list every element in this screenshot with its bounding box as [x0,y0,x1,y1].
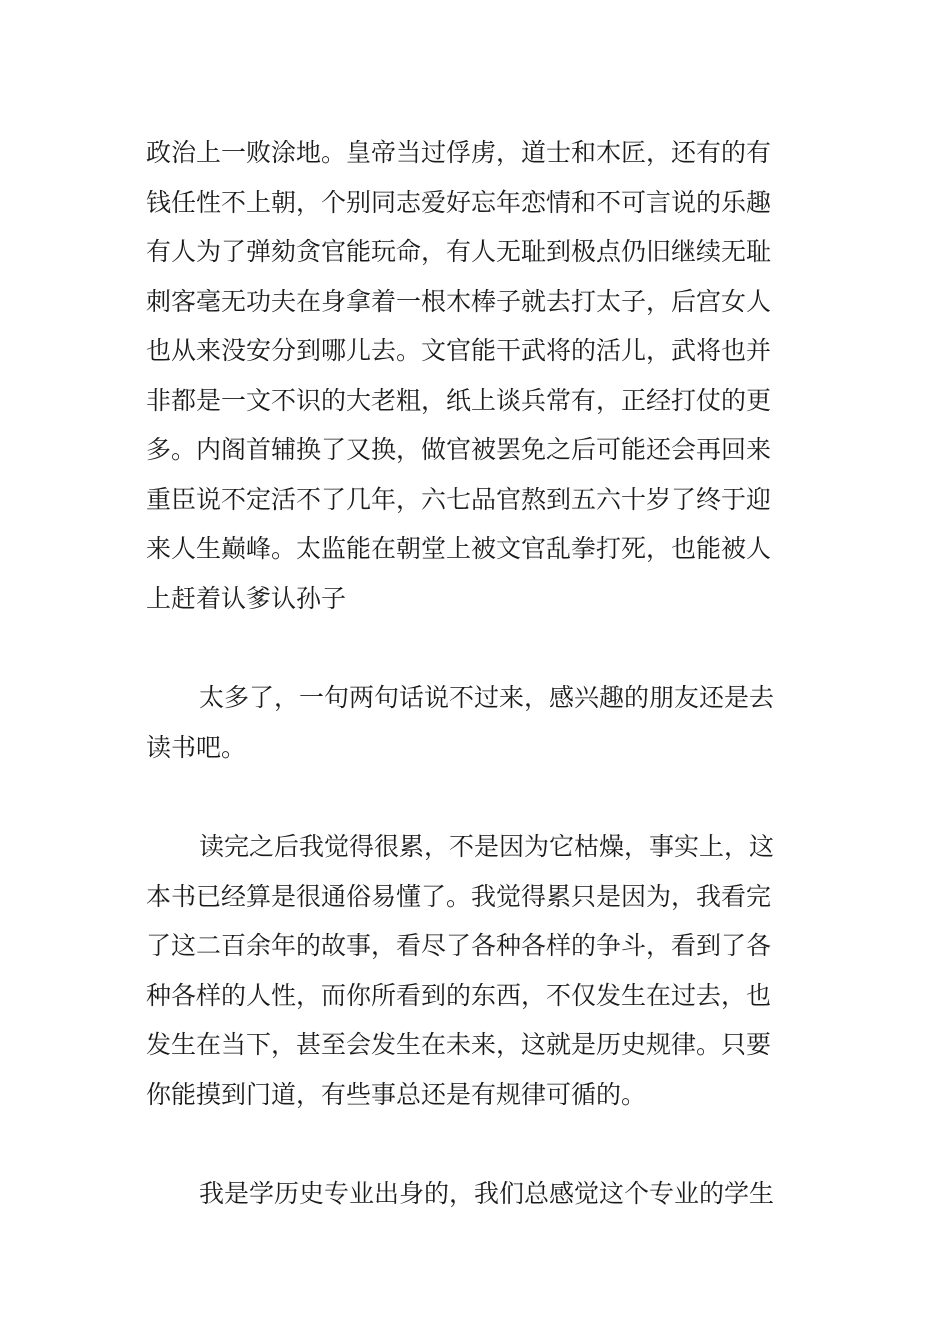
paragraph-line: 多。内阁首辅换了又换，做官被罢免之后可能还会再回来 [146,435,772,464]
paragraph-line: 太多了，一句两句话说不过来，感兴趣的朋友还是去 [199,683,775,712]
paragraph-4 [146,1169,808,1219]
paragraph-2 [146,673,808,772]
paragraph-line: 钱任性不上朝，个别同志爱好忘年恋情和不可言说的乐趣 [146,187,772,217]
paragraph-line: 重臣说不定活不了几年，六七品官熬到五六十岁了终于迎 [146,484,772,514]
paragraph-line: 本书已经算是很通俗易懂了。我觉得累只是因为，我看完 [146,881,772,911]
paragraph-line: 读完之后我觉得很累，不是因为它枯燥，事实上，这 [199,832,775,861]
paragraph-line: 种各样的人性，而你所看到的东西，不仅发生在过去，也 [146,980,772,1010]
paragraph-line: 政治上一败涂地。皇帝当过俘虏，道士和木匠，还有的有 [146,138,772,167]
paragraph-3 [146,822,808,1119]
paragraph-line: 上赶着认爹认孙子 [146,583,347,613]
paragraph-line: 刺客毫无功夫在身拿着一根木棒子就去打太子，后宫女人 [146,286,772,316]
paragraph-line: 读书吧。 [146,732,247,762]
paragraph-line: 你能摸到门道，有些事总还是有规律可循的。 [146,1079,647,1109]
paragraph-line: 来人生巅峰。太监能在朝堂上被文官乱拳打死，也能被人 [146,534,772,563]
paragraph-line: 发生在当下，甚至会发生在未来，这就是历史规律。只要 [146,1030,772,1059]
paragraph-line: 我是学历史专业出身的，我们总感觉这个专业的学生 [199,1179,775,1208]
paragraph-line: 非都是一文不识的大老粗，纸上谈兵常有，正经打仗的更 [146,385,772,415]
paragraph-line: 也从来没安分到哪儿去。文官能干武将的活儿，武将也并 [146,336,772,365]
paragraph-line: 了这二百余年的故事，看尽了各种各样的争斗，看到了各 [146,931,772,960]
paragraph-line: 有人为了弹劾贪官能玩命，有人无耻到极点仍旧继续无耻 [146,237,772,266]
paragraph-1 [146,128,808,623]
